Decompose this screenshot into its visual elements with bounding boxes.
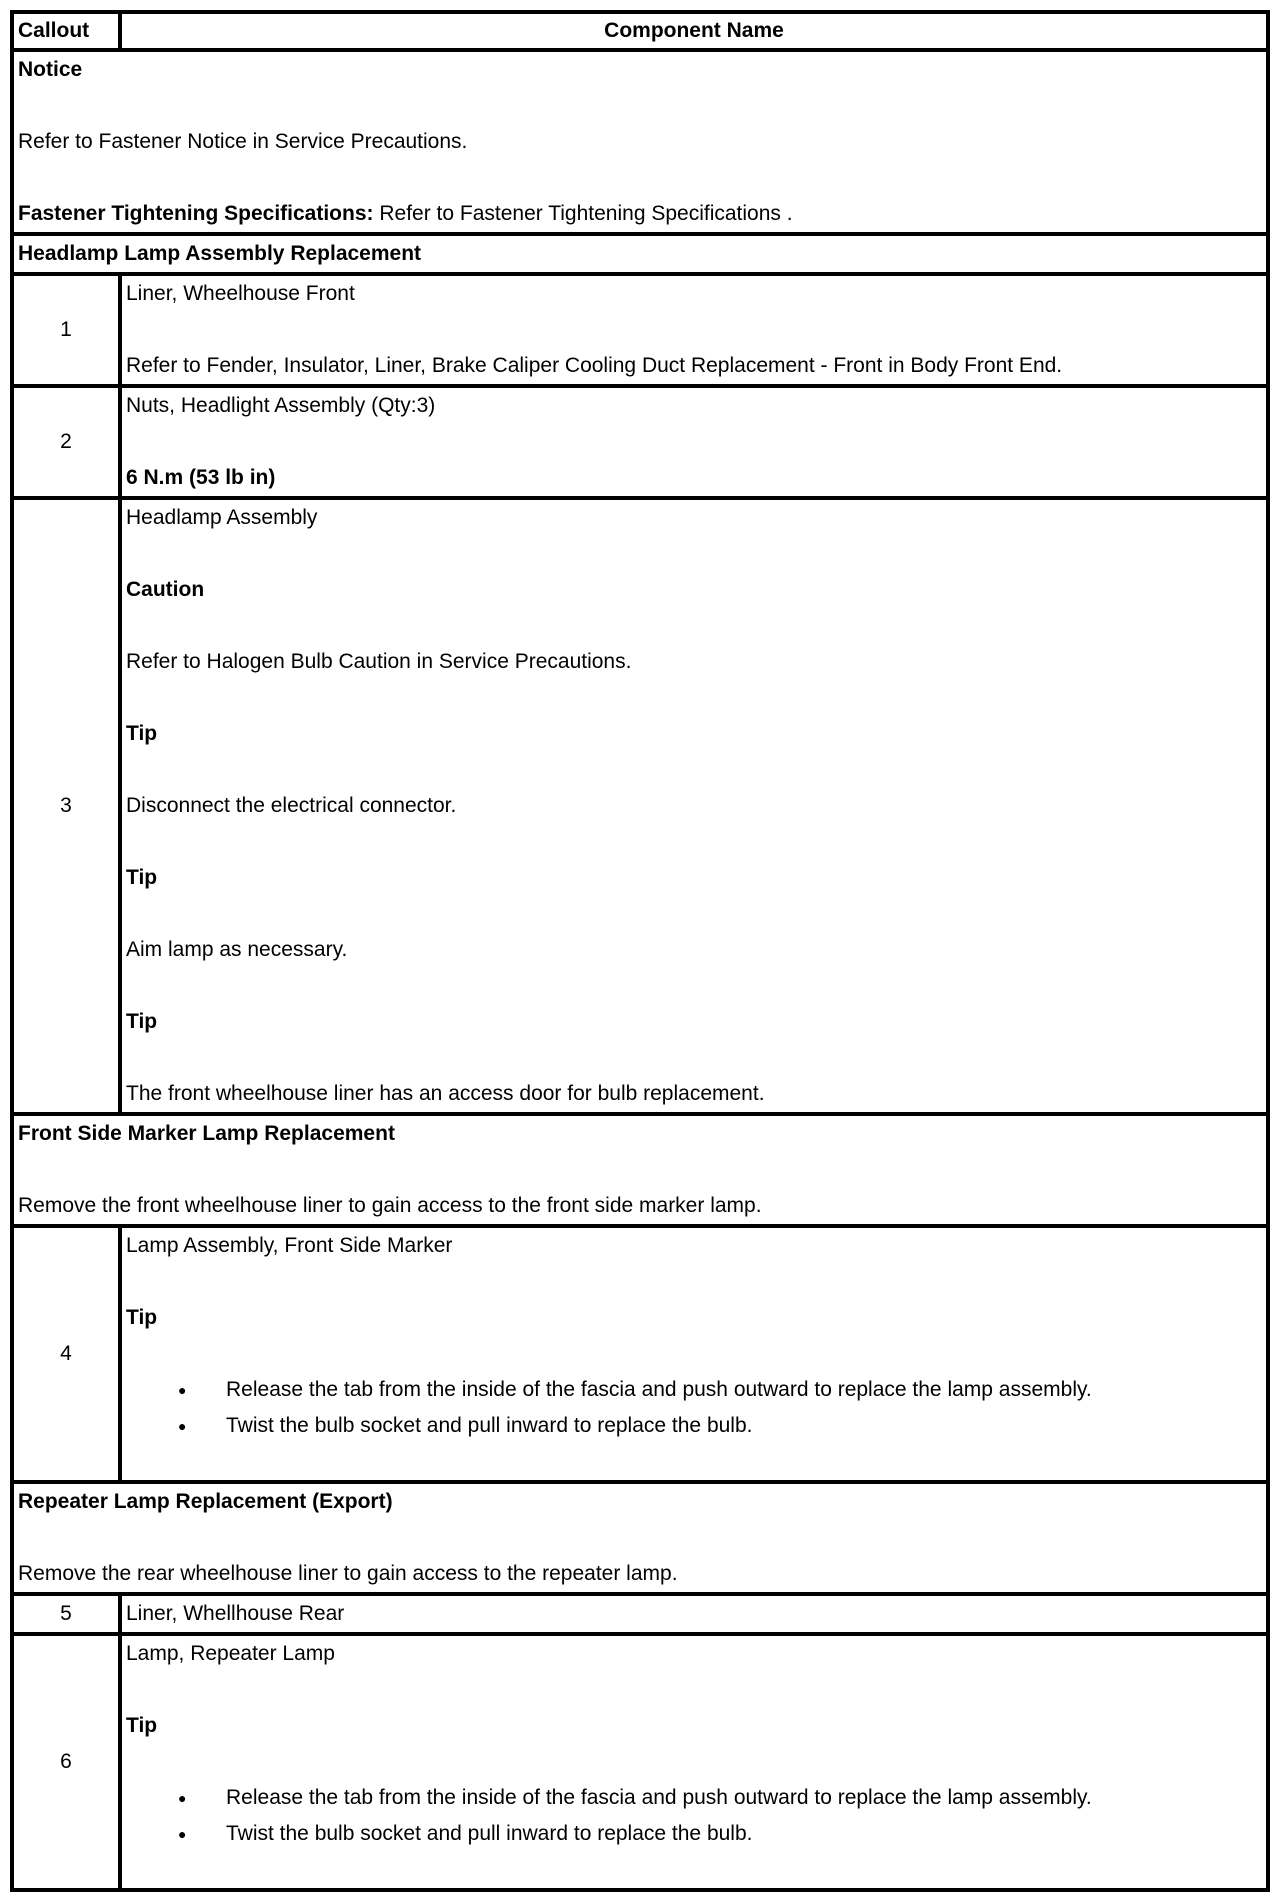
tip-bullets <box>126 1372 1262 1444</box>
spec-text: Refer to Fastener Tightening Specifications . <box>373 202 793 225</box>
section-text: Remove the rear wheelhouse liner to gain access to the repeater lamp. <box>18 1562 678 1585</box>
section-title: Repeater Lamp Replacement (Export) <box>18 1490 393 1513</box>
spec-label: Fastener Tightening Specifications: <box>18 202 374 225</box>
component-name: Headlamp Assembly <box>126 506 318 529</box>
table-row <box>12 1226 1268 1482</box>
bullet-item: ● Twist the bulb socket and pull inward to replace the bulb. <box>126 1408 1262 1444</box>
callout-number: 6 <box>12 1634 120 1890</box>
notice-cell <box>12 50 1268 234</box>
callout-number: 5 <box>12 1594 120 1634</box>
torque-spec: 6 N.m (53 lb in) <box>126 466 276 489</box>
table-header <box>12 12 1268 50</box>
bullet-item: ● Release the tab from the inside of the fascia and push outward to replace the lamp assembly. <box>126 1780 1262 1816</box>
component-name-header: Component Name <box>120 12 1268 50</box>
tip-label: Tip <box>126 1306 158 1329</box>
callout-number: 2 <box>12 386 120 498</box>
section-headlamp <box>12 234 1268 274</box>
table-row <box>12 1594 1268 1634</box>
callout-number: 3 <box>12 498 120 1114</box>
caution-label: Caution <box>126 578 205 601</box>
callout-number: 4 <box>12 1226 120 1482</box>
section-title: Headlamp Lamp Assembly Replacement <box>18 242 422 265</box>
table-row <box>12 274 1268 386</box>
section-side-marker <box>12 1114 1268 1226</box>
callout-number: 1 <box>12 274 120 386</box>
caution-text: Refer to Halogen Bulb Caution in Service Precautions. <box>126 650 632 673</box>
notice-row <box>12 50 1268 234</box>
tip-text: Disconnect the electrical connector. <box>126 794 457 817</box>
component-table <box>10 10 1270 1892</box>
notice-title: Notice <box>18 58 83 81</box>
tip-label: Tip <box>126 866 158 889</box>
callout-header: Callout <box>12 12 120 50</box>
tip-label: Tip <box>126 1010 158 1033</box>
table-row <box>12 1634 1268 1890</box>
notice-text: Refer to Fastener Notice in Service Precautions. <box>18 130 468 153</box>
component-name: Liner, Wheelhouse Front <box>126 282 355 305</box>
table-row <box>12 386 1268 498</box>
component-name: Lamp Assembly, Front Side Marker <box>126 1234 453 1257</box>
component-note: Refer to Fender, Insulator, Liner, Brake Caliper Cooling Duct Replacement - Front in Body Front End. <box>126 354 1063 377</box>
tip-bullets <box>126 1780 1262 1852</box>
tip-label: Tip <box>126 1714 158 1737</box>
table-row <box>12 498 1268 1114</box>
section-title: Front Side Marker Lamp Replacement <box>18 1122 395 1145</box>
bullet-item: ● Release the tab from the inside of the fascia and push outward to replace the lamp assembly. <box>126 1372 1262 1408</box>
tip-text: Aim lamp as necessary. <box>126 938 348 961</box>
tip-text: The front wheelhouse liner has an access door for bulb replacement. <box>126 1082 765 1105</box>
component-name: Nuts, Headlight Assembly (Qty:3) <box>126 394 436 417</box>
component-name: Lamp, Repeater Lamp <box>126 1642 335 1665</box>
component-name: Liner, Whellhouse Rear <box>120 1594 1268 1634</box>
section-text: Remove the front wheelhouse liner to gain access to the front side marker lamp. <box>18 1194 762 1217</box>
tip-label: Tip <box>126 722 158 745</box>
section-repeater <box>12 1482 1268 1594</box>
bullet-item: ● Twist the bulb socket and pull inward to replace the bulb. <box>126 1816 1262 1852</box>
